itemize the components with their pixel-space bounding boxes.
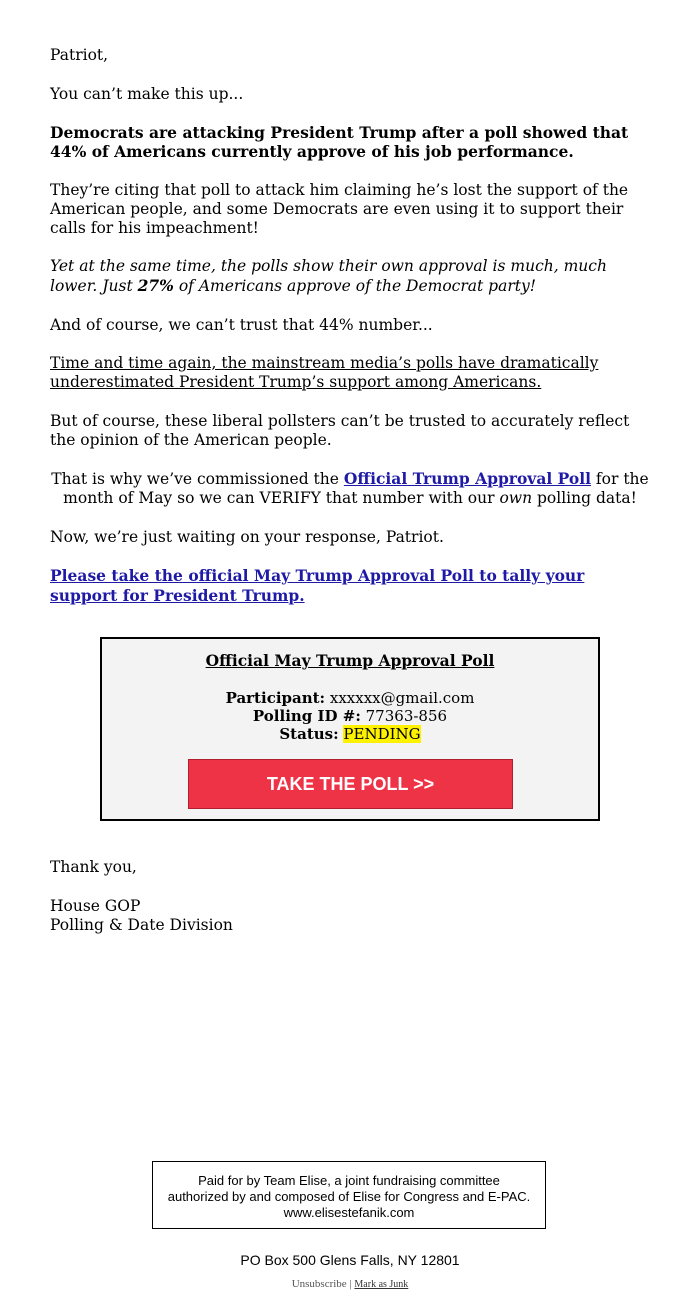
commission-text-b: for the month of May so we can VERIFY that number with our [63,470,649,507]
status-label: Status: [279,725,339,743]
commission-text-c: polling data! [532,489,637,507]
intro-paragraph: You can’t make this up... [50,84,244,103]
polling-id-label: Polling ID #: [252,707,361,725]
status-badge: PENDING [343,725,421,743]
participant-row [102,689,598,707]
commission-paragraph [50,469,650,508]
poll-details [102,689,598,743]
thanks-text: Thank you, [50,858,137,876]
liberal-paragraph: But of course, these liberal pollsters can’t be trusted to accurately reflect the opinion of the American people. [50,411,630,449]
poll-card [100,637,600,821]
waiting-paragraph: Now, we’re just waiting on your response, Patriot. [50,527,444,546]
take-the-poll-button[interactable]: TAKE THE POLL >> [188,759,513,809]
polling-id-value: 77363-856 [360,707,448,725]
trust-paragraph: And of course, we can’t trust that 44% number... [50,315,433,334]
poll-title: Official May Trump Approval Poll [205,651,495,670]
participant-value: xxxxxx@gmail.com [325,689,475,707]
polling-id-row [102,707,598,725]
footer-separator: | [346,1278,355,1290]
unsubscribe-link[interactable]: Unsubscribe [291,1278,347,1290]
commission-text-a: That is why we’ve commissioned the [51,470,344,488]
email-body [50,46,650,626]
headline-paragraph: Democrats are attacking President Trump after a poll showed that 44% of Americans currently approve of his job performance. [50,123,629,161]
citing-paragraph: They’re citing that poll to attack him claiming he’s lost the support of the American people, and some Democrats are even using it to support their calls for his impeachment! [50,180,629,237]
commission-own: own [499,489,533,507]
approval-text-a: Yet at the same time, the polls show their own approval is much, much lower. Just [50,257,607,295]
org-line-2: Polling & Date Division [50,915,233,934]
paid-for-disclaimer: Paid for by Team Elise, a joint fundraising committee authorized by and composed of Elise for Congress and E-PAC. www.elisestefanik.com [152,1161,546,1229]
cta-paragraph [50,566,650,606]
approval-paragraph [50,257,650,296]
participant-label: Participant: [225,689,326,707]
take-poll-link[interactable]: Please take the official May Trump Approval Poll to tally your support for President Trump. [50,566,585,605]
mark-as-junk-link[interactable]: Mark as Junk [354,1279,409,1290]
org-line-1: House GOP [50,896,141,915]
underlined-paragraph: Time and time again, the mainstream media’s polls have dramatically underestimated President Trump’s support among Americans. [50,354,599,391]
approval-percent: 27% [137,276,174,295]
mailing-address: PO Box 500 Glens Falls, NY 12801 [240,1252,460,1268]
signoff [50,858,233,935]
approval-text-b: of Americans approve of the Democrat party! [173,277,536,295]
greeting: Patriot, [50,46,109,64]
official-poll-link[interactable]: Official Trump Approval Poll [343,469,591,488]
footer-links [0,1278,700,1290]
status-row [102,725,598,743]
